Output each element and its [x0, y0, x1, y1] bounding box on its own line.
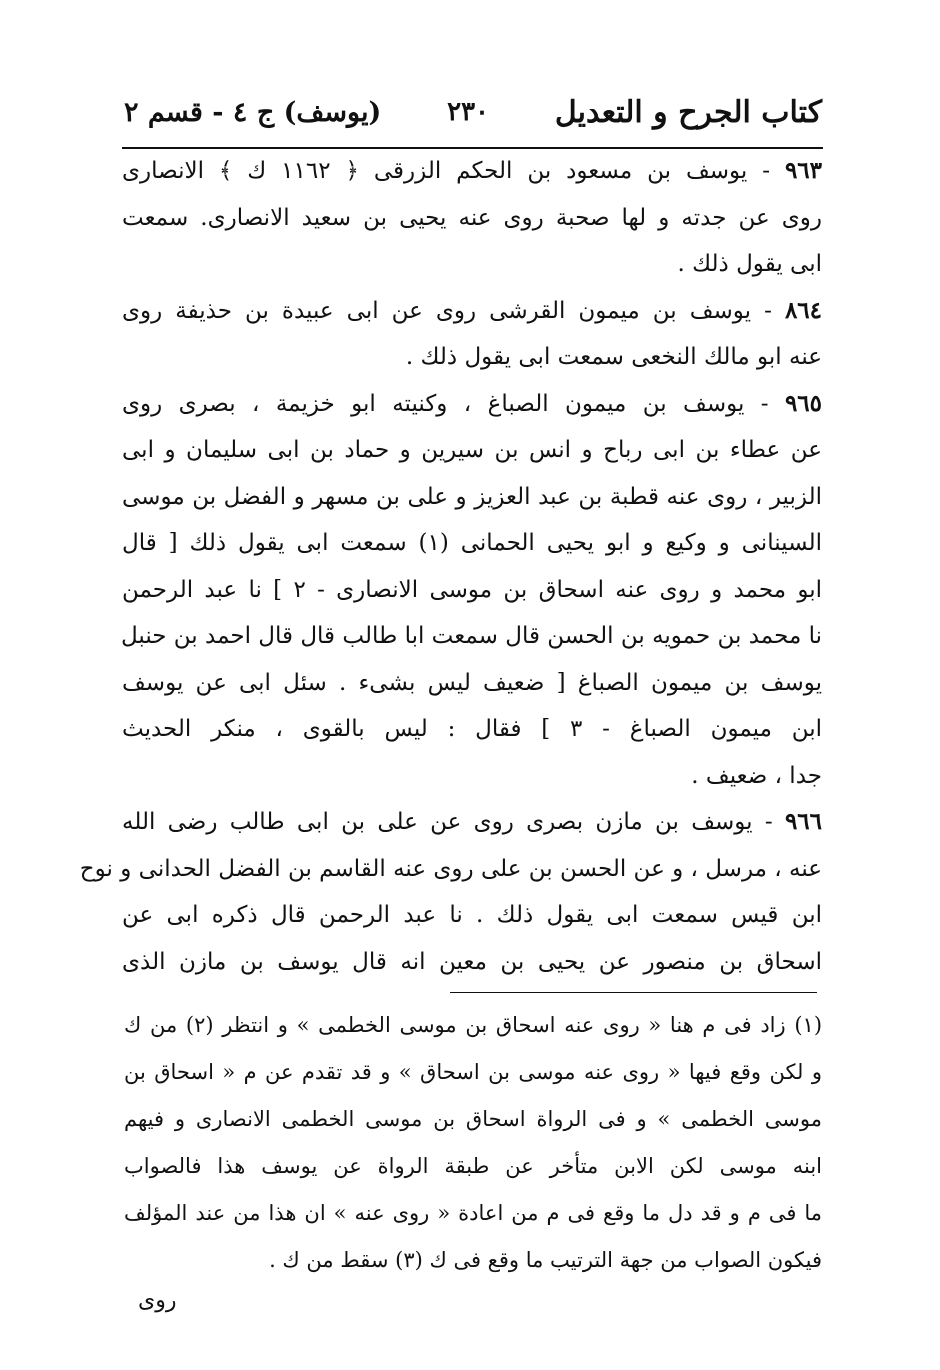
entries-list	[79, 148, 822, 985]
entry	[122, 148, 822, 288]
footnote-line: و لكن وقع فيها « روى عنه موسى بن اسحاق » و قد تقدم عن م « اسحاق بن	[124, 1060, 822, 1084]
entry-line: عنه ، مرسل ، و عن الحسن بن على روى عنه القاسم بن الفضل الحدانى و نوح	[79, 855, 822, 882]
entry-number: ٩٦٦	[784, 808, 822, 835]
entry-line: نا محمد بن حمويه بن الحسن قال سمعت ابا طالب قال قال احمد بن حنبل	[120, 623, 822, 649]
footnotes	[124, 1002, 822, 1284]
footnote-line: فيكون الصواب من جهة الترتيب ما وقع فى ك (٣) سقط من ك .	[269, 1248, 822, 1272]
page-number: ٢٣٠	[447, 97, 490, 127]
entry-line: روى عن جدته و لها صحبة روى عنه يحيى بن سعيد الانصارى. سمعت	[122, 204, 822, 231]
footnote-line: ابنه موسى لكن الابن متأخر عن طبقة الرواة عن يوسف هذا فالصواب	[124, 1154, 822, 1178]
entry-line: ابن قيس سمعت ابى يقول ذلك . نا عبد الرحمن قال ذكره ابى عن	[122, 902, 822, 928]
footnote-line: موسى الخطمى » و فى الرواة اسحاق بن موسى الخطمى الانصارى و فيهم	[124, 1107, 822, 1131]
entry	[79, 799, 822, 985]
entry-line: ٩٦٦ - يوسف بن مازن بصرى روى عن على بن ابى طالب رضى الله	[122, 808, 822, 835]
entry-number: ٩٦٣	[784, 157, 822, 184]
entry-number: ٨٦٤	[784, 296, 822, 324]
entry-line: ٨٦٤ - يوسف بن ميمون القرشى روى عن ابى عبيدة بن حذيفة روى	[122, 296, 822, 324]
footnote-line: (١) زاد فى م هنا « روى عنه اسحاق بن موسى الخطمى » و انتظر (٢) من ك	[124, 1013, 823, 1037]
entry-line: عن عطاء بن ابى رباح و انس بن سيرين و حماد بن ابى سليمان و ابى	[122, 437, 822, 463]
catchword: روى	[138, 1288, 177, 1313]
entry-line: السينانى و وكيع و ابو يحيى الحمانى (١) سمعت ابى يقول ذلك [ قال	[122, 530, 822, 556]
entry	[122, 381, 822, 800]
book-title: كتاب الجرح و التعديل	[554, 94, 822, 130]
entry-line: عنه ابو مالك النخعى سمعت ابى يقول ذلك .	[405, 344, 822, 370]
entry-line: يوسف بن ميمون الصباغ [ ضعيف ليس بشىء . سئل ابى عن يوسف	[122, 669, 822, 696]
entry	[122, 288, 822, 381]
entry-line: ابى يقول ذلك .	[677, 251, 822, 277]
footnote-line: ما فى م و قد دل ما وقع فى م من اعادة « روى عنه » ان هذا من عند المؤلف	[124, 1201, 822, 1225]
volume-label: (يوسف) ج ٤ - قسم ٢	[124, 96, 382, 128]
entry-line: ٩٦٥ - يوسف بن ميمون الصباغ ، وكنيته ابو خزيمة ، بصرى روى	[122, 389, 822, 417]
footnote-rule	[450, 992, 817, 993]
entry-line: ٩٦٣ - يوسف بن مسعود بن الحكم الزرقى ﴿ ١١٦٢ ك ﴾ الانصارى	[122, 157, 822, 184]
page-header	[124, 88, 822, 136]
entry-line: اسحاق بن منصور عن يحيى بن معين انه قال يوسف بن مازن الذى	[122, 948, 822, 975]
entry-number: ٩٦٥	[784, 389, 822, 417]
entry-line: الزبير ، روى عنه قطبة بن عبد العزيز و على بن مسهر و الفضل بن موسى	[122, 483, 822, 510]
entry-line: ابن ميمون الصباغ - ٣ ] فقال : ليس بالقوى ، منكر الحديث	[122, 716, 822, 742]
entry-line: جدا ، ضعيف .	[691, 762, 822, 789]
entry-line: ابو محمد و روى عنه اسحاق بن موسى الانصارى - ٢ ] نا عبد الرحمن	[122, 576, 822, 603]
